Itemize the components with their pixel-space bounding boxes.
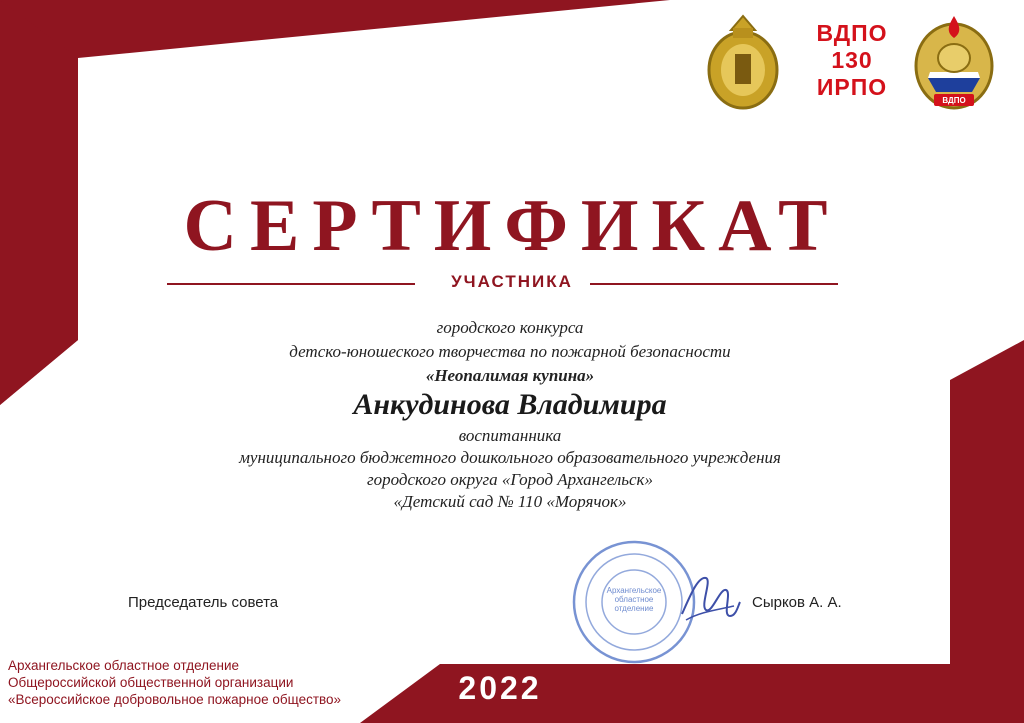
certificate-title: СЕРТИФИКАТ xyxy=(183,185,841,267)
org-line-3: «Всероссийское добровольное пожарное общество» xyxy=(8,692,342,707)
stamp-text: Архангельское областное отделение xyxy=(606,586,662,613)
logo-irpo-text: ИРПО xyxy=(816,74,888,100)
fire-society-gold-emblem-icon xyxy=(702,10,784,114)
participant-role: воспитанника xyxy=(458,426,562,445)
signatory-position: Председатель совета xyxy=(128,594,279,611)
certificate-year: 2022 xyxy=(458,670,542,706)
contest-name: «Неопалимая купина» xyxy=(425,366,595,385)
participant-name: Анкудинова Владимира xyxy=(353,388,667,421)
signatory-name: Сырков А. А. xyxy=(752,594,842,611)
certificate-subtitle: УЧАСТНИКА xyxy=(451,272,573,291)
handwritten-signature xyxy=(676,566,744,630)
institution-line-2: городского округа «Город Архангельск» xyxy=(366,470,653,489)
organization-name xyxy=(8,657,408,708)
institution-line-3: «Детский сад № 110 «Морячок» xyxy=(393,492,627,511)
subtitle-rule-right xyxy=(590,283,838,285)
contest-line-1: городского конкурса xyxy=(436,318,584,337)
vdpo-helmet-emblem-icon xyxy=(910,8,998,116)
logo-130-text: 130 xyxy=(831,47,873,73)
logo-vdpo-text: ВДПО xyxy=(816,20,888,46)
org-line-1: Архангельское областное отделение xyxy=(8,658,240,673)
org-line-2: Общероссийской общественной организации xyxy=(8,675,294,690)
institution-line-1: муниципального бюджетного дошкольного образовательного учреждения xyxy=(239,448,781,467)
badge-text: ВДПО xyxy=(942,96,966,105)
contest-line-2: детско-юношеского творчества по пожарной безопасности xyxy=(289,342,731,361)
